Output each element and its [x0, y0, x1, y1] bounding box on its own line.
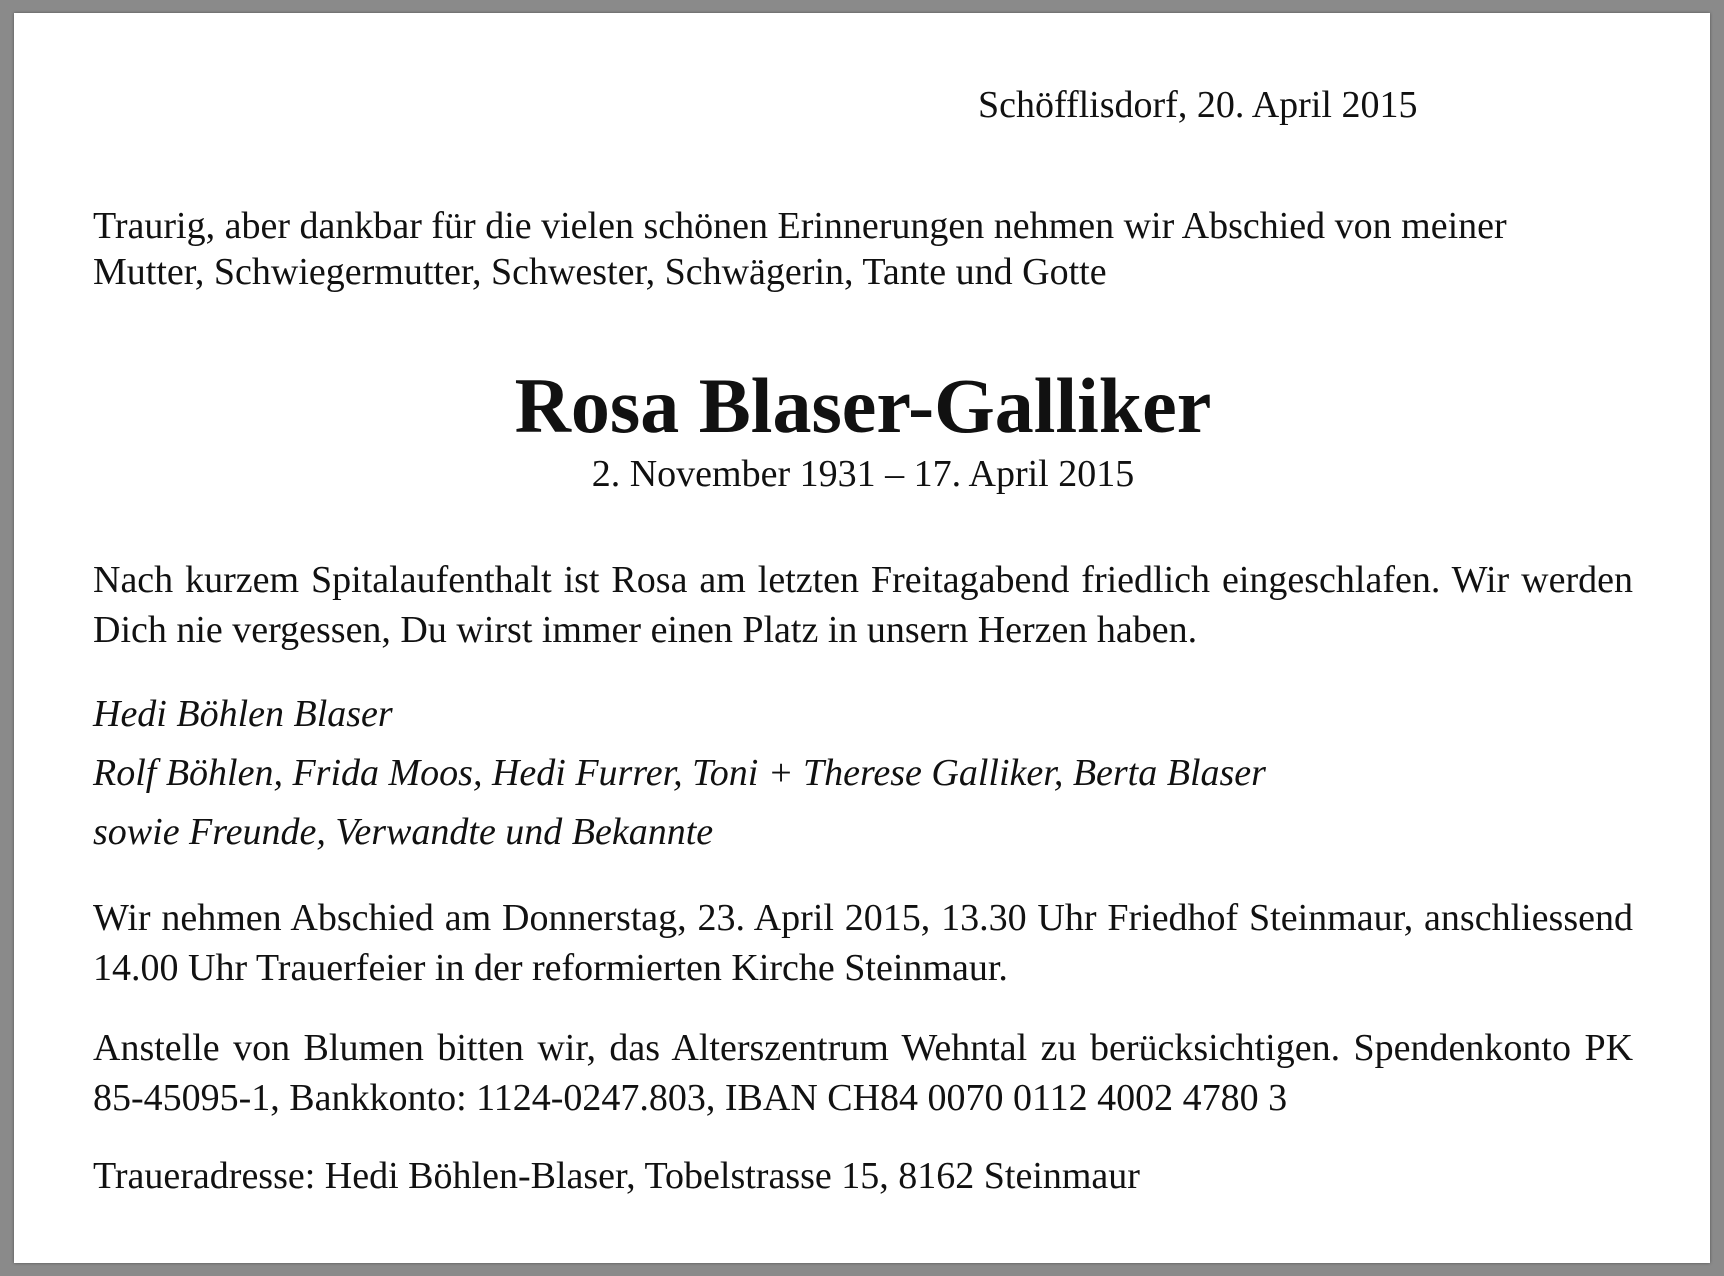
farewell-message [93, 555, 1633, 655]
donation-line-2: PK 85-45095-1, Bankkonto: 1124-0247.803, IBAN CH84 0070 0112 4002 4780 3 [93, 1027, 1634, 1119]
intro-text [93, 203, 1633, 295]
service-line-1: Wir nehmen Abschied am Donnerstag, 23. April 2015, 13.30 Uhr Friedhof Steinmaur, [93, 897, 1414, 939]
intro-line-1: Traurig, aber dankbar für die vielen schönen Erinnerungen nehmen wir Abschied von meiner [93, 205, 1507, 247]
obituary-page [14, 13, 1710, 1263]
mourning-address: Traueradresse: Hedi Böhlen-Blaser, Tobelstrasse 15, 8162 Steinmaur [93, 1155, 1140, 1197]
place-date: Schöfflisdorf, 20. April 2015 [978, 84, 1418, 126]
donation-line-1: Anstelle von Blumen bitten wir, das Alterszentrum Wehntal zu berücksichtigen. Spendenkonto [93, 1027, 1571, 1069]
mourner-line: sowie Freunde, Verwandte und Bekannte [93, 811, 714, 853]
deceased-name: Rosa Blaser-Galliker [514, 362, 1212, 449]
donation-info [93, 1023, 1633, 1123]
mourner-line: Hedi Böhlen Blaser [93, 693, 393, 735]
service-line-2: anschliessend 14.00 Uhr Trauerfeier in der reformierten Kirche Steinmaur. [93, 897, 1633, 989]
message-line-2: Wir werden Dich nie vergessen, Du wirst immer einen Platz in unsern Herzen haben. [93, 559, 1633, 651]
intro-line-2: Mutter, Schwiegermutter, Schwester, Schwägerin, Tante und Gotte [93, 251, 1107, 293]
service-info [93, 893, 1633, 993]
message-line-1: Nach kurzem Spitalaufenthalt ist Rosa am letzten Freitagabend friedlich eingeschlafen. [93, 559, 1441, 601]
mourners-list [93, 685, 1633, 862]
deceased-lifespan: 2. November 1931 – 17. April 2015 [591, 453, 1135, 495]
mourner-line: Rolf Böhlen, Frida Moos, Hedi Furrer, Toni + Therese Galliker, Berta Blaser [93, 752, 1266, 794]
